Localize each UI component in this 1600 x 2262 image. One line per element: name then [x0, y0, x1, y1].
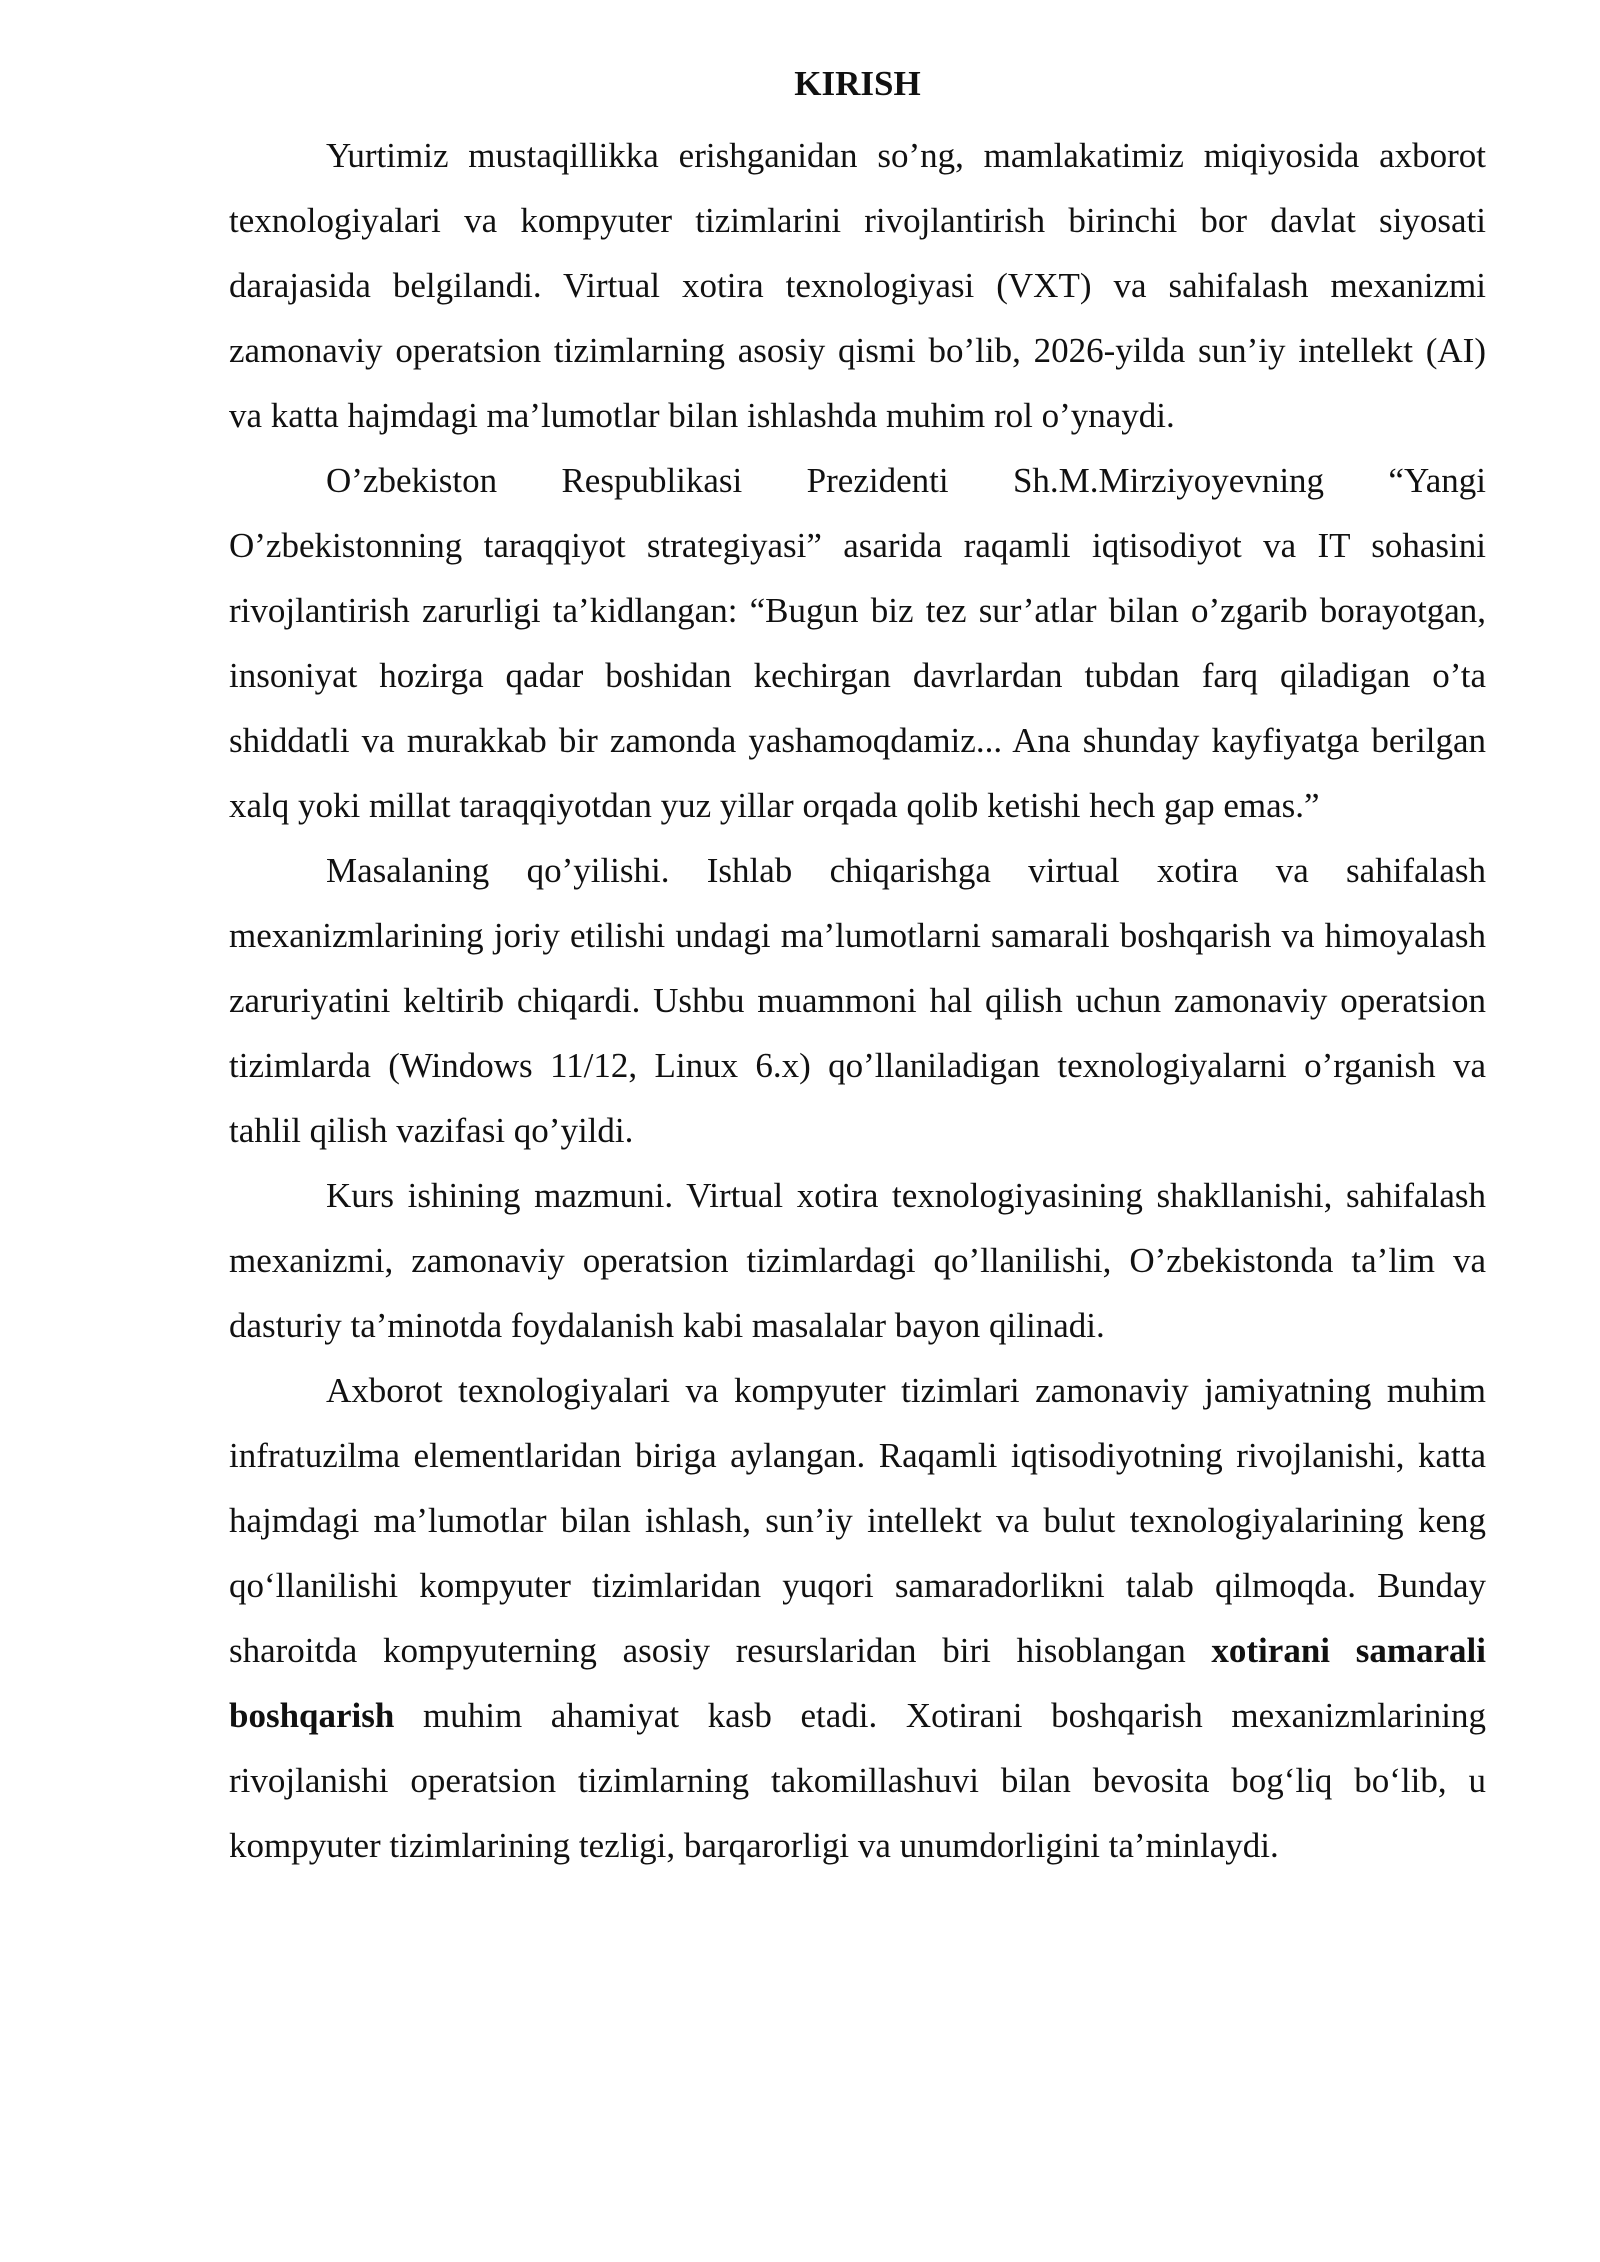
document-body — [229, 58, 1486, 1878]
paragraph-course-content: Kurs ishining mazmuni. Virtual xotira texnologiyasining shakllanishi, sahifalash mexanizmi, zamonaviy operatsion tizimlardagi qo’llanilishi, O’zbekistonda ta’lim va dasturiy ta’minotda foydalanish kabi masalalar bayon qilinadi. — [229, 1176, 1486, 1345]
bold-phrase: xotirani samarali boshqarish — [229, 1631, 1486, 1735]
paragraph-president-quote: O’zbekiston Respublikasi Prezidenti Sh.M.Mirziyoyevning “Yangi O’zbekistonning taraqqiyot strategiyasi” asarida raqamli iqtisodiyot va IT sohasini rivojlantirish zarurligi ta’kidlangan: “Bugun biz tez sur’atlar bilan o’zgarib borayotgan, insoniyat hozirga qadar boshidan kechirgan davrlardan tubdan farq qiladigan o’ta shiddatli va murakkab bir zamonda yashamoqdamiz... Ana shunday kayfiyatga berilgan xalq yoki millat taraqqiyotdan yuz yillar orqada qolib ketishi hech gap emas.” — [229, 461, 1486, 825]
paragraph-text-before: Axborot texnologiyalari va kompyuter tizimlari zamonaviy jamiyatning muhim infratuzilma elementlaridan biriga aylangan. Raqamli iqtisodiyotning rivojlanishi, katta hajmdagi ma’lumotlar bilan ishlash, sun’iy intellekt va bulut texnologiyalarining keng qo‘llanilishi kompyuter tizimlaridan yuqori samaradorlikni talab qilmoqda. Bunday sharoitda kompyuterning asosiy resurslaridan biri hisoblangan — [229, 1371, 1486, 1670]
paragraph-problem-statement: Masalaning qo’yilishi. Ishlab chiqarishga virtual xotira va sahifalash mexanizmlarining joriy etilishi undagi ma’lumotlarni samarali boshqarish va himoyalash zaruriyatini keltirib chiqardi. Ushbu muammoni hal qilish uchun zamonaviy operatsion tizimlarda (Windows 11/12, Linux 6.x) qo’llaniladigan texnologiyalarni o’rganish va tahlil qilish vazifasi qo’yildi. — [229, 851, 1486, 1150]
paragraph-memory-management — [229, 1358, 1486, 1878]
paragraph-intro: Yurtimiz mustaqillikka erishganidan so’ng, mamlakatimiz miqiyosida axborot texnologiyalari va kompyuter tizimlarini rivojlantirish birinchi bor davlat siyosati darajasida belgilandi. Virtual xotira texnologiyasi (VXT) va sahifalash mexanizmi zamonaviy operatsion tizimlarning asosiy qismi bo’lib, 2026-yilda sun’iy intellekt (AI) va katta hajmdagi ma’lumotlar bilan ishlashda muhim rol o’ynaydi. — [229, 136, 1486, 435]
paragraph-text-after: muhim ahamiyat kasb etadi. Xotirani boshqarish mexanizmlarining rivojlanishi operatsion tizimlarning takomillashuvi bilan bevosita bog‘liq bo‘lib, u kompyuter tizimlarining tezligi, barqarorligi va unumdorligini ta’minlaydi. — [229, 1696, 1486, 1865]
document-title: KIRISH — [794, 64, 921, 103]
